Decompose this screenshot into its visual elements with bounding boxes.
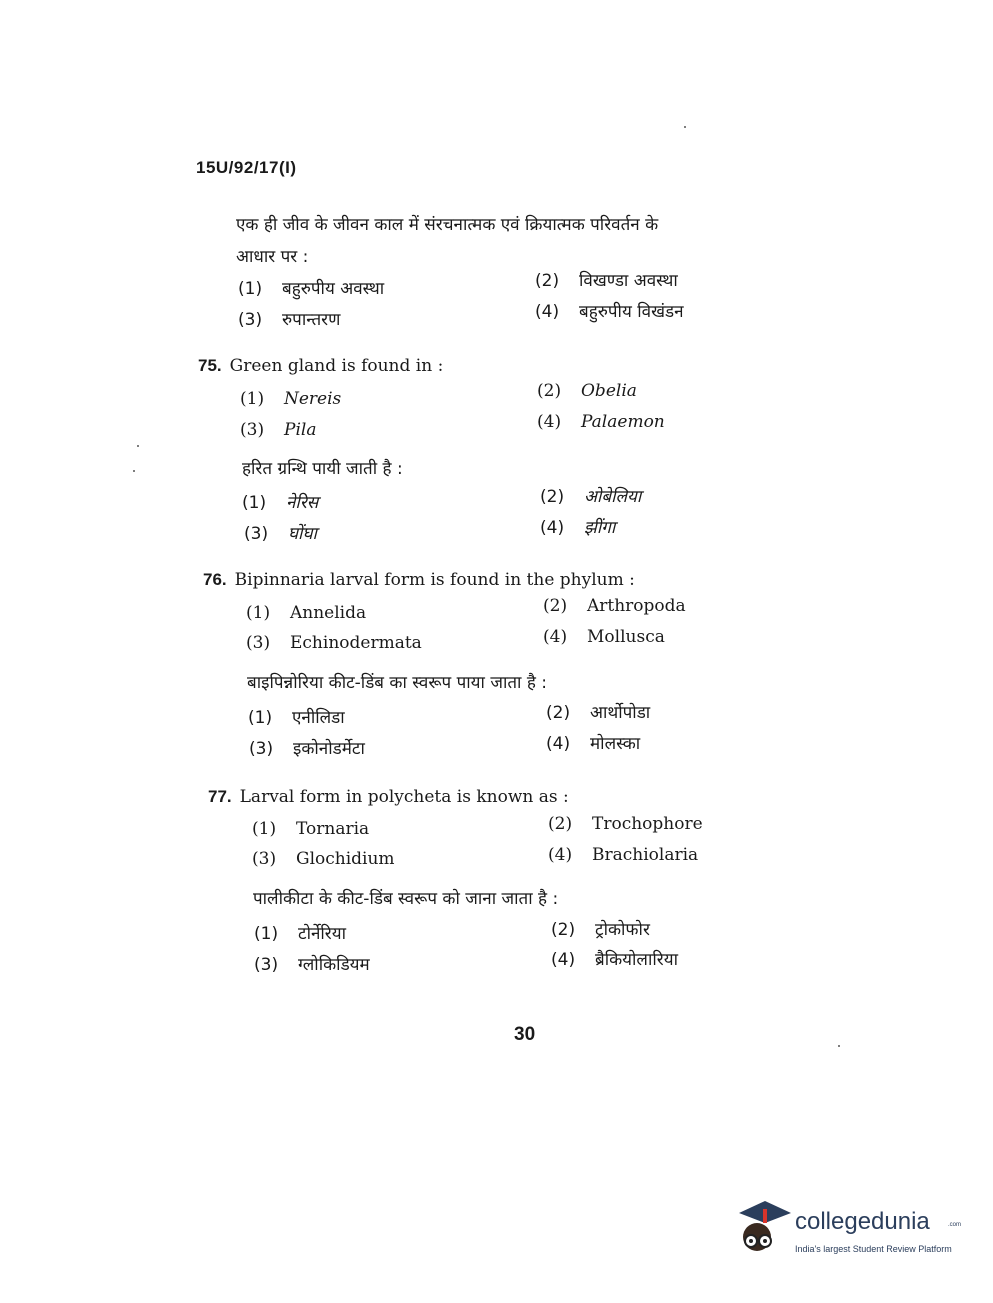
scan-speck: [684, 126, 686, 128]
q77-option-1-hi: [254, 921, 346, 944]
option-text: Palaemon: [581, 412, 665, 432]
scan-speck: [137, 445, 139, 447]
option-text: Glochidium: [296, 849, 395, 869]
q75-option-4-en: [537, 412, 665, 432]
option-text: ट्रोकोफोर: [595, 920, 650, 940]
option-number: (4): [537, 412, 562, 432]
q74-option-1: [238, 276, 384, 299]
q76-option-4-en: [543, 627, 665, 647]
option-number: (3): [238, 310, 263, 330]
q77-option-2-en: [548, 814, 703, 834]
logo-brand-text: collegedunia: [795, 1208, 930, 1235]
q77-option-1-en: [252, 819, 369, 839]
q77-option-4-en: [548, 845, 698, 865]
q77-option-2-hi: [551, 917, 650, 940]
option-number: (2): [535, 271, 560, 291]
q77-option-3-hi: [254, 952, 370, 975]
option-number: (2): [546, 703, 571, 723]
option-number: (3): [246, 633, 271, 653]
q75-option-3-hi: [244, 521, 317, 544]
option-number: (2): [540, 487, 565, 507]
option-number: (2): [551, 920, 576, 940]
question-text: Green gland is found in :: [229, 356, 444, 376]
q75-stem-en: [198, 356, 443, 376]
mascot-icon: [739, 1201, 791, 1251]
option-number: (4): [535, 302, 560, 322]
q76-option-3-hi: [249, 736, 365, 759]
q75-option-4-hi: [540, 515, 615, 538]
option-text: Annelida: [290, 603, 367, 623]
question-text: Larval form in polycheta is known as :: [239, 787, 569, 807]
q76-option-1-hi: [248, 705, 345, 728]
q75-option-1-hi: [242, 490, 318, 513]
option-number: (3): [249, 739, 274, 759]
option-text: आर्थोपोडा: [590, 703, 651, 723]
option-text: झींगा: [584, 518, 616, 538]
option-text: Arthropoda: [587, 596, 686, 616]
option-number: (4): [543, 627, 568, 647]
option-number: (3): [240, 420, 265, 440]
q76-stem-hi: बाइपिन्नोरिया कीट-डिंब का स्वरूप पाया जाता है :: [247, 673, 547, 693]
q74-option-4: [535, 299, 684, 322]
option-number: (3): [244, 524, 269, 544]
option-number: (4): [548, 845, 573, 865]
option-text: एनीलिडा: [292, 708, 345, 728]
option-number: (1): [248, 708, 273, 728]
option-text: Pila: [284, 420, 317, 440]
option-text: Echinodermata: [290, 633, 422, 653]
q75-option-3-en: [240, 420, 316, 440]
q75-stem-hi: हरित ग्रन्थि पायी जाती है :: [242, 459, 403, 479]
q77-option-3-en: [252, 849, 395, 869]
option-number: (4): [551, 950, 576, 970]
option-text: Mollusca: [587, 627, 665, 647]
option-number: (4): [540, 518, 565, 538]
q74-stem-hi-line2: आधार पर :: [236, 247, 309, 267]
option-number: (3): [254, 955, 279, 975]
option-text: बहुरुपीय अवस्था: [282, 279, 385, 299]
option-text: बहुरुपीय विखंडन: [579, 302, 684, 322]
question-number: 76.: [203, 570, 227, 589]
option-text: Obelia: [581, 381, 637, 401]
option-text: विखण्डा अवस्था: [579, 271, 678, 291]
paper-code: 15U/92/17(I): [196, 158, 297, 177]
question-text: Bipinnaria larval form is found in the phylum :: [234, 570, 635, 590]
option-text: Tornaria: [296, 819, 370, 839]
q74-option-3: [238, 307, 340, 330]
option-number: (4): [546, 734, 571, 754]
option-text: मोलस्का: [590, 734, 641, 754]
option-text: रुपान्तरण: [282, 310, 341, 330]
q75-option-2-hi: [540, 484, 641, 507]
option-number: (3): [252, 849, 277, 869]
q76-stem-en: [203, 570, 635, 590]
option-number: (1): [252, 819, 277, 839]
option-text: इकोनोडर्मेटा: [293, 739, 365, 759]
q76-option-1-en: [246, 603, 366, 623]
q76-option-2-en: [543, 596, 686, 616]
page-number: 30: [514, 1024, 536, 1045]
scan-speck: [133, 470, 135, 472]
option-text: Nereis: [284, 389, 342, 409]
option-number: (1): [254, 924, 279, 944]
scan-speck: [838, 1045, 840, 1047]
question-number: 77.: [208, 787, 232, 806]
option-text: टोर्नेरिया: [298, 924, 347, 944]
option-number: (2): [537, 381, 562, 401]
option-number: (1): [246, 603, 271, 623]
option-number: (1): [238, 279, 263, 299]
option-number: (1): [242, 493, 267, 513]
option-number: (2): [543, 596, 568, 616]
q76-option-4-hi: [546, 731, 640, 754]
logo-domain-suffix: .com: [948, 1222, 962, 1228]
option-text: नेरिस: [286, 493, 319, 513]
option-text: Trochophore: [592, 814, 703, 834]
option-number: (2): [548, 814, 573, 834]
option-text: ब्रैकियोलारिया: [595, 950, 678, 970]
option-text: Brachiolaria: [592, 845, 699, 865]
q76-option-3-en: [246, 633, 422, 653]
logo-tagline: India's largest Student Review Platform: [795, 1244, 952, 1254]
option-text: ओबेलिया: [584, 487, 642, 507]
q75-option-1-en: [240, 389, 341, 409]
q75-option-2-en: [537, 381, 637, 401]
q77-option-4-hi: [551, 947, 678, 970]
option-text: घोंघा: [288, 524, 317, 544]
q74-stem-hi-line1: एक ही जीव के जीवन काल में संरचनात्मक एवं क्रियात्मक परिवर्तन के: [236, 215, 659, 235]
option-text: ग्लोकिडियम: [298, 955, 370, 975]
q77-stem-en: [208, 787, 569, 807]
q74-option-2: [535, 268, 678, 291]
option-number: (1): [240, 389, 265, 409]
question-number: 75.: [198, 356, 222, 375]
q77-stem-hi: पालीकीटा के कीट-डिंब स्वरूप को जाना जाता है :: [253, 889, 559, 909]
q76-option-2-hi: [546, 700, 650, 723]
